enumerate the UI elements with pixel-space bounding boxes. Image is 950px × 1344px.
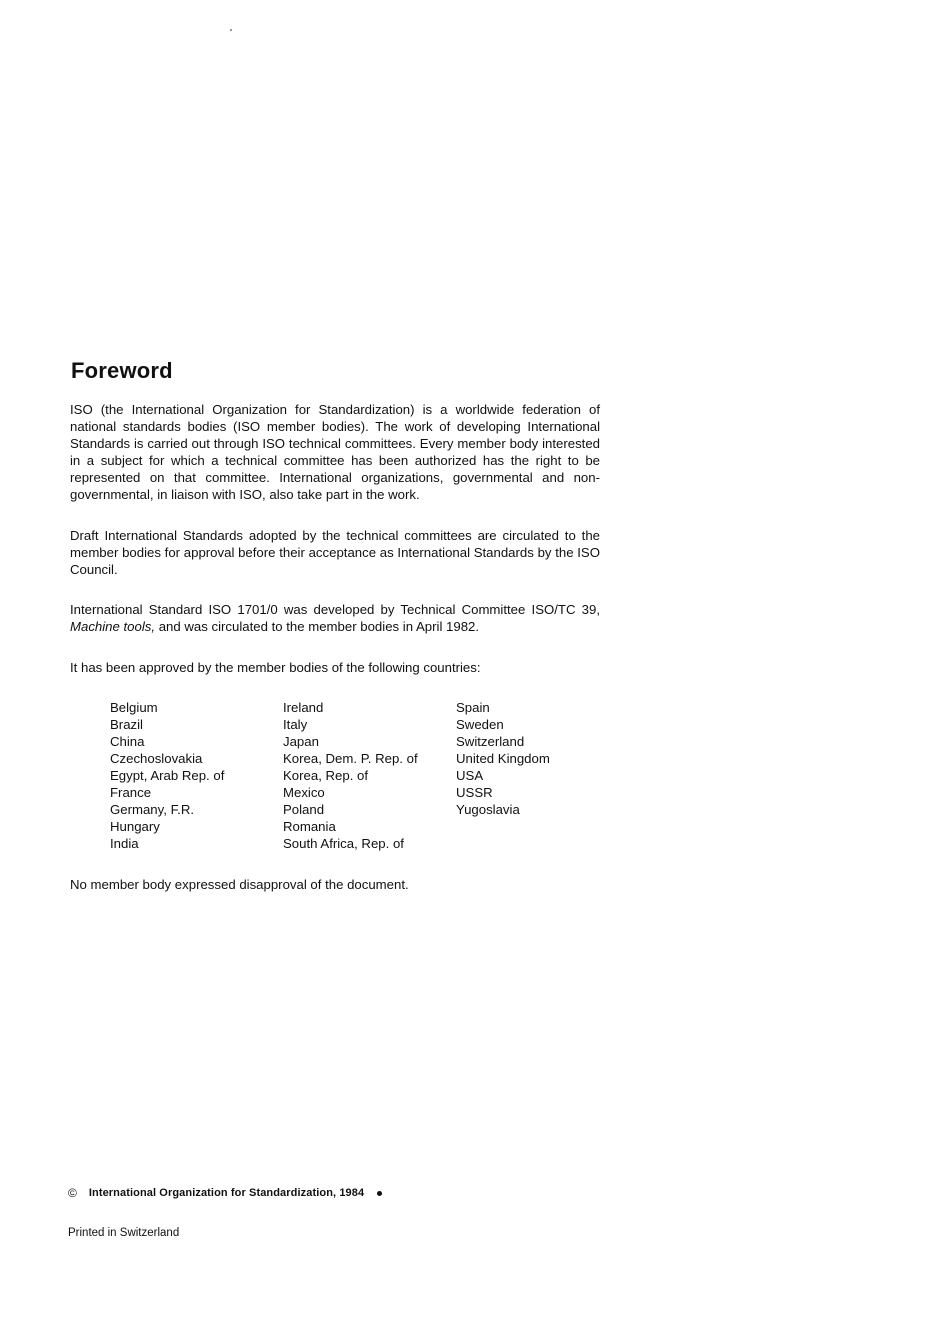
country-item: Switzerland bbox=[456, 734, 525, 749]
scan-speck bbox=[230, 29, 232, 31]
country-item: Hungary bbox=[110, 819, 160, 834]
country-item: China bbox=[110, 734, 145, 749]
bullet-icon bbox=[377, 1191, 382, 1196]
country-item: Ireland bbox=[283, 700, 324, 715]
copyright-text: International Organization for Standardization, 1984 bbox=[88, 1187, 365, 1199]
page-title: Foreword bbox=[71, 358, 173, 383]
paragraph-approval-intro: It has been approved by the member bodies of the following countries: bbox=[70, 660, 481, 675]
country-column bbox=[456, 699, 606, 852]
paragraph-iso-description: ISO (the International Organization for Standardization) is a worldwide federation of national standards bodies (ISO member bodies). The work of developing International Standards is carried out through ISO technical committees. Every member body interested in a subject for which a technical committee has been authorized has the right to be represented on that committee. International organizations, governmental and non-governmental, in liaison with ISO, also take part in the work. bbox=[70, 402, 600, 502]
country-item: Spain bbox=[456, 700, 490, 715]
country-item: Brazil bbox=[110, 717, 143, 732]
country-item: Egypt, Arab Rep. of bbox=[110, 768, 225, 783]
country-column bbox=[283, 699, 456, 852]
country-item: Romania bbox=[283, 819, 336, 834]
paragraph-standard-text-end: and was circulated to the member bodies in April 1982. bbox=[155, 619, 480, 634]
country-item: India bbox=[110, 836, 139, 851]
country-item: Belgium bbox=[110, 700, 158, 715]
paragraph-standard-text: International Standard ISO 1701/0 was developed by Technical Committee ISO/TC 39, bbox=[70, 602, 600, 617]
country-item: USSR bbox=[456, 785, 493, 800]
country-item: Korea, Dem. P. Rep. of bbox=[283, 751, 418, 766]
country-column bbox=[110, 699, 283, 852]
copyright-line bbox=[68, 1186, 382, 1200]
country-item: Japan bbox=[283, 734, 319, 749]
committee-title: Machine tools, bbox=[70, 619, 156, 634]
paragraph-standard-development bbox=[70, 601, 600, 635]
paragraph-no-disapproval: No member body expressed disapproval of the document. bbox=[70, 877, 409, 892]
country-item: Italy bbox=[283, 717, 308, 732]
printed-location: Printed in Switzerland bbox=[68, 1227, 180, 1239]
country-item: Poland bbox=[283, 802, 325, 817]
country-item: Yugoslavia bbox=[456, 802, 520, 817]
country-item: Germany, F.R. bbox=[110, 802, 195, 817]
paragraph-draft-standards: Draft International Standards adopted by the technical committees are circulated to the member bodies for approval before their acceptance as International Standards by the ISO Council. bbox=[70, 528, 600, 577]
country-item: USA bbox=[456, 768, 484, 783]
country-list bbox=[110, 699, 606, 852]
country-item: United Kingdom bbox=[456, 751, 550, 766]
country-item: Czechoslovakia bbox=[110, 751, 203, 766]
country-item: Sweden bbox=[456, 717, 504, 732]
country-item: South Africa, Rep. of bbox=[283, 836, 404, 851]
country-item: France bbox=[110, 785, 152, 800]
copyright-icon: © bbox=[68, 1186, 77, 1200]
country-item: Mexico bbox=[283, 785, 325, 800]
country-item: Korea, Rep. of bbox=[283, 768, 369, 783]
